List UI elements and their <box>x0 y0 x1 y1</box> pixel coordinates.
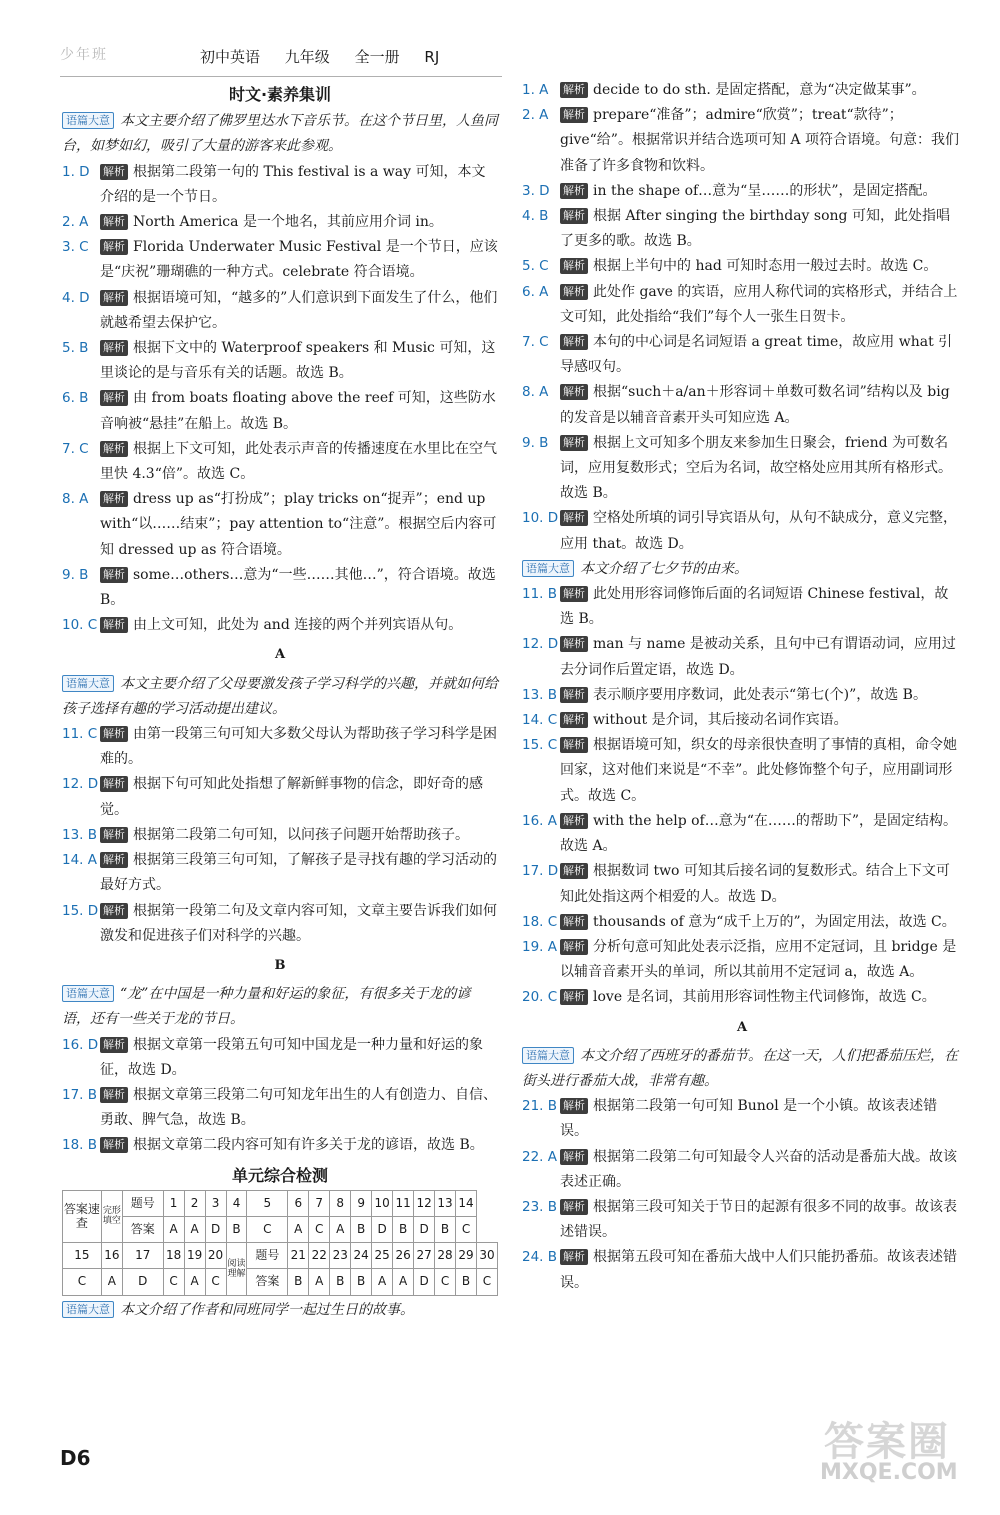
table-cell-qno: 12 <box>414 1190 435 1216</box>
table-cell-ans: B <box>435 1216 456 1242</box>
analysis-tag: 解析 <box>100 726 128 742</box>
analysis-tag: 解析 <box>100 340 128 356</box>
table-cell-ans: C <box>163 1269 184 1295</box>
explanation-text: 根据第三段可知关于节日的起源有很多不同的故事。故该表述错误。 <box>560 1198 957 1241</box>
question-number: 5. C <box>522 258 549 275</box>
question-number: 9. B <box>62 566 89 583</box>
explanation-text: 根据上半句中的 had 可知时态用一般过去时。故选 C。 <box>593 258 938 275</box>
table-header-ans: 答案 <box>247 1269 288 1295</box>
table-cell-ans: B <box>456 1269 477 1295</box>
table-cell-ans: D <box>372 1216 393 1242</box>
analysis-tag: 解析 <box>560 586 588 602</box>
question-number: 2. A <box>62 214 89 231</box>
question-number: 1. A <box>522 82 549 98</box>
table-label-reading: 阅读理解 <box>226 1243 247 1295</box>
summary-badge: 语篇大意 <box>522 1047 574 1064</box>
summary-text: 本文主要介绍了佛罗里达水下音乐节。在这个节日里，人鱼同台，如梦如幻，吸引了大量的游客来此参观。 <box>62 113 498 155</box>
table-cell-qno: 10 <box>372 1190 393 1216</box>
explanation-text: 根据下文中的 Waterproof speakers 和 Music 可知，这里谈论的是与音乐有关的话题。故选 B。 <box>100 340 496 382</box>
explanation-text: 表示顺序要用序数词，此处表示“第七(个)”，故选 B。 <box>593 686 927 703</box>
table-cell-ans: A <box>393 1269 414 1295</box>
table-cell-ans: C <box>205 1269 226 1295</box>
table-cell-ans: A <box>372 1269 393 1295</box>
table-cell-ans: C <box>247 1216 288 1242</box>
question-number: 17. B <box>62 1086 98 1103</box>
table-cell-ans: A <box>101 1269 122 1295</box>
table-cell-qno: 24 <box>351 1243 372 1269</box>
right-column <box>522 78 962 1296</box>
question-number: 16. A <box>522 812 557 829</box>
answer-key-table <box>62 1190 498 1296</box>
breadcrumb-subject: 初中英语 <box>200 48 261 66</box>
answer-item <box>522 985 962 1010</box>
analysis-tag: 解析 <box>100 290 128 306</box>
answer-item <box>62 286 498 336</box>
explanation-text: 由第一段第三句可知大多数父母认为帮助孩子学习科学是困难的。 <box>100 726 497 768</box>
table-cell-qno: 25 <box>372 1243 393 1269</box>
header-divider <box>60 76 502 77</box>
explanation-text: 由上文可知，此处为 and 连接的两个并列宾语从句。 <box>133 617 463 634</box>
analysis-tag: 解析 <box>560 712 588 728</box>
table-cell-qno: 26 <box>393 1243 414 1269</box>
answer-item <box>522 733 962 809</box>
table-cell-qno: 23 <box>330 1243 351 1269</box>
analysis-tag: 解析 <box>560 863 588 879</box>
answer-item <box>62 899 498 949</box>
explanation-text: dress up as“打扮成”；play tricks on“捉弄”；end up with“以……结束”；pay attention to“注意”。根据空后内容可知 dressed up as 符合语境。 <box>100 491 497 558</box>
question-number: 18. C <box>522 913 558 930</box>
summary-block <box>62 982 498 1032</box>
question-number: 4. B <box>522 208 549 225</box>
analysis-tag: 解析 <box>560 258 588 274</box>
summary-text: “龙”在中国是一种力量和好运的象征，有很多关于龙的谚语，还有一些关于龙的节日。 <box>62 986 471 1028</box>
question-number: 12. D <box>522 636 559 653</box>
answer-item <box>62 1083 498 1133</box>
explanation-text: 由 from boats floating above the reef 可知，这些防水音响被“悬挂”在船上。故选 B。 <box>100 390 496 432</box>
answer-item <box>62 487 498 563</box>
analysis-tag: 解析 <box>560 1098 588 1114</box>
analysis-tag: 解析 <box>560 435 588 451</box>
table-cell-ans: D <box>205 1216 226 1242</box>
table-cell-qno: 5 <box>247 1190 288 1216</box>
summary-text: 本文主要介绍了父母要激发孩子学习科学的兴趣，并就如何给孩子选择有趣的学习活动提出建议。 <box>62 675 498 717</box>
left-column <box>62 78 498 1323</box>
question-number: 6. A <box>522 283 549 300</box>
table-cell-ans: C <box>63 1269 102 1295</box>
analysis-tag: 解析 <box>100 1037 128 1053</box>
section-label-a: A <box>274 647 286 663</box>
answer-item <box>522 330 962 380</box>
watermark-logo <box>820 1410 970 1490</box>
answer-item <box>62 848 498 898</box>
page-header <box>60 42 530 72</box>
question-number: 4. D <box>62 289 90 306</box>
answer-item <box>522 103 962 179</box>
table-cell-qno: 20 <box>205 1243 226 1269</box>
answer-item <box>522 1145 962 1195</box>
answer-item <box>522 632 962 682</box>
analysis-tag: 解析 <box>560 1249 588 1265</box>
explanation-text: decide to do sth. 是固定搭配，意为“决定做某事”。 <box>593 82 926 98</box>
question-number: 13. B <box>522 686 558 703</box>
analysis-tag: 解析 <box>100 567 128 583</box>
question-number: 5. B <box>62 340 89 357</box>
table-cell-qno: 28 <box>435 1243 456 1269</box>
answer-item <box>62 336 498 386</box>
answer-item <box>62 722 498 772</box>
table-cell-qno: 16 <box>101 1243 122 1269</box>
answer-list <box>62 1033 498 1159</box>
analysis-tag: 解析 <box>560 510 588 526</box>
answer-item <box>62 823 498 848</box>
analysis-tag: 解析 <box>560 82 588 98</box>
question-number: 14. A <box>62 852 97 869</box>
table-cell-qno: 14 <box>456 1190 477 1216</box>
table-cell-qno: 2 <box>184 1190 205 1216</box>
table-header-qno: 题号 <box>247 1243 288 1269</box>
question-number: 15. D <box>62 902 99 919</box>
answer-item <box>522 431 962 507</box>
explanation-text: Florida Underwater Music Festival 是一个节日，应该是“庆祝”珊瑚礁的一种方式。celebrate 符合语境。 <box>100 239 498 281</box>
question-number: 9. B <box>522 434 549 451</box>
table-cell-ans: A <box>184 1269 205 1295</box>
answer-list <box>522 1094 962 1296</box>
answer-item <box>62 210 498 235</box>
summary-badge: 语篇大意 <box>62 112 114 129</box>
table-label-answer-key: 答案速查 <box>63 1190 102 1242</box>
explanation-text: man 与 name 是被动关系，且句中已有谓语动词，应用过去分词作后置定语，故选 D。 <box>560 636 956 678</box>
table-cell-ans: B <box>393 1216 414 1242</box>
table-cell-qno: 8 <box>330 1190 351 1216</box>
explanation-text: 根据语境可知，织女的母亲很快查明了事情的真相，命令她回家，这对他们来说是“不幸”。此处修饰整个句子，应用副词形式。故选 C。 <box>560 737 957 804</box>
table-cell-ans: D <box>414 1216 435 1242</box>
answer-item <box>522 179 962 204</box>
explanation-text: 根据文章第二段内容可知有许多关于龙的谚语，故选 B。 <box>133 1137 484 1154</box>
explanation-text: 根据上下文可知，此处表示声音的传播速度在水里比在空气里快 4.3“倍”。故选 C。 <box>100 440 497 483</box>
answer-item <box>522 280 962 330</box>
analysis-tag: 解析 <box>560 1149 588 1165</box>
answer-item <box>522 683 962 708</box>
answer-item <box>522 935 962 985</box>
analysis-tag: 解析 <box>560 107 588 123</box>
answer-item <box>62 235 498 285</box>
answer-item <box>522 78 962 103</box>
explanation-text: North America 是一个地名，其前应用介词 in。 <box>133 214 443 231</box>
question-number: 10. C <box>62 617 98 634</box>
explanation-text: 本句的中心词是名词短语 a great time，故应用 what 引导感叹句。 <box>560 334 953 376</box>
brand-logo: 少年班 <box>60 47 108 63</box>
analysis-tag: 解析 <box>560 208 588 224</box>
question-number: 20. C <box>522 989 558 1006</box>
table-cell-qno: 19 <box>184 1243 205 1269</box>
analysis-tag: 解析 <box>560 384 588 400</box>
explanation-text: 根据第五段可知在番茄大战中人们只能扔番茄。故该表述错误。 <box>560 1249 957 1291</box>
answer-item <box>522 204 962 254</box>
question-number: 8. A <box>62 491 89 508</box>
watermark-domain: MXQE.COM <box>820 1460 958 1485</box>
table-cell-qno: 30 <box>477 1243 498 1269</box>
answer-item <box>522 380 962 430</box>
summary-badge: 语篇大意 <box>62 675 114 692</box>
question-number: 3. D <box>522 182 550 199</box>
explanation-text: in the shape of…意为“呈……的形状”，是固定搭配。 <box>593 182 937 199</box>
explanation-text: 根据下句可知此处指想了解新鲜事物的信念，即好奇的感觉。 <box>100 776 483 818</box>
explanation-text: 根据第二段第一句的 This festival is a way 可知，本文介绍的是一个节日。 <box>100 163 486 205</box>
table-label-cloze: 完形填空 <box>101 1190 122 1242</box>
answer-item <box>62 613 498 638</box>
explanation-text: with the help of…意为“在……的帮助下”，是固定结构。故选 A。 <box>560 812 958 855</box>
explanation-text: some…others…意为“一些……其他…”，符合语境。故选 B。 <box>100 566 496 609</box>
question-number: 23. B <box>522 1198 558 1215</box>
analysis-tag: 解析 <box>100 827 128 843</box>
explanation-text: 根据语境可知，“越多的”人们意识到下面发生了什么，他们就越希望去保护它。 <box>100 289 498 331</box>
table-cell-ans: B <box>351 1269 372 1295</box>
answer-list <box>522 582 962 1010</box>
page-number: D6 <box>60 1446 91 1470</box>
table-cell-ans: D <box>414 1269 435 1295</box>
table-cell-qno: 1 <box>163 1190 184 1216</box>
table-cell-ans: A <box>184 1216 205 1242</box>
explanation-text: thousands of 意为“成千上万的”，为固定用法，故选 C。 <box>593 913 956 930</box>
analysis-tag: 解析 <box>560 334 588 350</box>
explanation-text: 根据上文可知多个朋友来参加生日聚会，friend 为可数名词，应用复数形式；空后为名词，故空格处应用其所有格形式。故选 B。 <box>560 434 952 502</box>
analysis-tag: 解析 <box>560 687 588 703</box>
answer-item <box>522 582 962 632</box>
table-cell-ans: C <box>309 1216 330 1242</box>
question-number: 11. C <box>62 726 98 743</box>
question-number: 6. B <box>62 390 89 407</box>
section-title: 时文·素养集训 <box>228 85 332 104</box>
table-cell-qno: 7 <box>309 1190 330 1216</box>
table-cell-qno: 27 <box>414 1243 435 1269</box>
table-header-ans: 答案 <box>122 1216 163 1242</box>
table-cell-qno: 15 <box>63 1243 102 1269</box>
explanation-text: 根据第二段第二句可知，以问孩子问题开始帮助孩子。 <box>133 826 469 843</box>
answer-list <box>522 78 962 557</box>
explanation-text: prepare“准备”；admire“欣赏”；treat“款待”；give“给”。根据常识并结合选项可知 A 项符合语境。句意：我们准备了许多食物和饮料。 <box>560 107 959 174</box>
analysis-tag: 解析 <box>100 491 128 507</box>
summary-badge: 语篇大意 <box>522 560 574 577</box>
explanation-text: 根据 After singing the birthday song 可知，此处指唱了更多的歌。故选 B。 <box>560 208 950 250</box>
answer-item <box>62 1033 498 1083</box>
question-number: 17. D <box>522 863 559 880</box>
explanation-text: love 是名词，其前用形容词性物主代词修饰，故选 C。 <box>593 989 936 1006</box>
analysis-tag: 解析 <box>100 164 128 180</box>
table-cell-qno: 18 <box>163 1243 184 1269</box>
analysis-tag: 解析 <box>100 1087 128 1103</box>
table-cell-qno: 4 <box>226 1190 247 1216</box>
table-cell-qno: 17 <box>122 1243 163 1269</box>
table-cell-qno: 22 <box>309 1243 330 1269</box>
analysis-tag: 解析 <box>100 852 128 868</box>
answer-item <box>62 437 498 487</box>
table-cell-ans: C <box>477 1269 498 1295</box>
question-number: 16. D <box>62 1036 99 1053</box>
summary-text: 本文介绍了西班牙的番茄节。在这一天，人们把番茄压烂，在街头进行番茄大战，非常有趣。 <box>522 1047 958 1089</box>
section-label-a: A <box>736 1019 748 1035</box>
summary-block <box>62 1298 498 1323</box>
explanation-text: 分析句意可知此处表示泛指，应用不定冠词，且 bridge 是以辅音音素开头的单词，所以其前用不定冠词 a，故选 A。 <box>560 938 957 981</box>
breadcrumb-volume: 全一册 <box>354 48 400 66</box>
answer-item <box>522 809 962 859</box>
table-cell-qno: 6 <box>288 1190 309 1216</box>
explanation-text: 根据文章第一段第五句可知中国龙是一种力量和好运的象征，故选 D。 <box>100 1036 483 1078</box>
table-cell-qno: 9 <box>351 1190 372 1216</box>
answer-item <box>522 254 962 279</box>
analysis-tag: 解析 <box>100 390 128 406</box>
question-number: 11. B <box>522 586 558 603</box>
answer-item <box>62 563 498 613</box>
summary-text: 本文介绍了作者和同班同学一起过生日的故事。 <box>120 1301 414 1318</box>
analysis-tag: 解析 <box>560 636 588 652</box>
table-cell-ans: C <box>435 1269 456 1295</box>
analysis-tag: 解析 <box>560 914 588 930</box>
answer-item <box>522 506 962 556</box>
analysis-tag: 解析 <box>100 214 128 230</box>
answer-item <box>522 1094 962 1144</box>
breadcrumb <box>200 46 459 67</box>
question-number: 22. A <box>522 1148 557 1165</box>
table-cell-ans: B <box>330 1269 351 1295</box>
table-cell-ans: B <box>351 1216 372 1242</box>
answer-item <box>522 1195 962 1245</box>
table-cell-ans: A <box>163 1216 184 1242</box>
table-cell-ans: D <box>122 1269 163 1295</box>
breadcrumb-grade: 九年级 <box>284 48 330 66</box>
question-number: 14. C <box>522 712 558 729</box>
explanation-text: 此处作 gave 的宾语，应用人称代词的宾格形式，并结合上文可知，此处指给“我们”每个人一张生日贺卡。 <box>560 283 958 325</box>
summary-block <box>522 557 962 582</box>
breadcrumb-edition: RJ <box>424 48 440 66</box>
question-number: 3. C <box>62 239 89 256</box>
question-number: 13. B <box>62 826 98 843</box>
table-cell-ans: C <box>456 1216 477 1242</box>
summary-badge: 语篇大意 <box>62 1301 114 1318</box>
question-number: 24. B <box>522 1249 558 1266</box>
explanation-text: 根据数词 two 可知其后接名词的复数形式。结合上下文可知此处指这两个相爱的人。故选 D。 <box>560 863 950 905</box>
question-number: 7. C <box>62 440 89 457</box>
analysis-tag: 解析 <box>560 989 588 1005</box>
explanation-text: 根据第二段第二句可知最令人兴奋的活动是番茄大战。故该表述正确。 <box>560 1148 957 1190</box>
explanation-text: 根据第二段第一句可知 Bunol 是一个小镇。故该表述错误。 <box>560 1098 938 1140</box>
answer-list <box>62 722 498 949</box>
analysis-tag: 解析 <box>100 903 128 919</box>
explanation-text: 根据“such＋a/an＋形容词＋单数可数名词”结构以及 big 的发音是以辅音音素开头可知应选 A。 <box>560 384 950 426</box>
table-cell-qno: 29 <box>456 1243 477 1269</box>
answer-item <box>62 772 498 822</box>
question-number: 10. D <box>522 510 559 527</box>
answer-list <box>62 160 498 639</box>
explanation-text: 根据文章第三段第二句可知龙年出生的人有创造力、自信、勇敢、脾气急，故选 B。 <box>100 1086 497 1129</box>
analysis-tag: 解析 <box>100 239 128 255</box>
explanation-text: without 是介词，其后接动名词作宾语。 <box>593 712 848 729</box>
answer-item <box>522 708 962 733</box>
watermark-text: 答案圈 <box>824 1419 950 1465</box>
question-number: 2. A <box>522 107 549 124</box>
section-label-b: B <box>274 957 286 973</box>
table-cell-qno: 3 <box>205 1190 226 1216</box>
analysis-tag: 解析 <box>560 737 588 753</box>
analysis-tag: 解析 <box>560 284 588 300</box>
table-cell-ans: A <box>309 1269 330 1295</box>
analysis-tag: 解析 <box>100 1137 128 1153</box>
table-cell-ans: A <box>330 1216 351 1242</box>
answer-item <box>62 160 498 210</box>
summary-block <box>62 109 498 159</box>
table-cell-qno: 21 <box>288 1243 309 1269</box>
analysis-tag: 解析 <box>560 813 588 829</box>
answer-item <box>522 1245 962 1295</box>
analysis-tag: 解析 <box>560 939 588 955</box>
summary-badge: 语篇大意 <box>62 985 114 1002</box>
summary-block <box>62 672 498 722</box>
question-number: 12. D <box>62 776 99 793</box>
summary-text: 本文介绍了七夕节的由来。 <box>580 560 748 577</box>
answer-item <box>522 910 962 935</box>
question-number: 19. A <box>522 938 557 955</box>
table-cell-qno: 11 <box>393 1190 414 1216</box>
answer-item <box>522 859 962 909</box>
table-cell-ans: B <box>226 1216 247 1242</box>
table-cell-ans: A <box>288 1216 309 1242</box>
unit-test-title: 单元综合检测 <box>231 1165 328 1185</box>
analysis-tag: 解析 <box>100 441 128 457</box>
table-header-qno: 题号 <box>122 1190 163 1216</box>
question-number: 18. B <box>62 1137 98 1154</box>
question-number: 7. C <box>522 334 549 351</box>
analysis-tag: 解析 <box>100 776 128 792</box>
analysis-tag: 解析 <box>100 617 128 633</box>
table-cell-qno: 13 <box>435 1190 456 1216</box>
table-cell-ans: B <box>288 1269 309 1295</box>
explanation-text: 根据第三段第三句可知，了解孩子是寻找有趣的学习活动的最好方式。 <box>100 852 497 894</box>
explanation-text: 空格处所填的词引导宾语从句，从句不缺成分，意义完整，应用 that。故选 D。 <box>560 510 957 552</box>
answer-item <box>62 1133 498 1158</box>
summary-block <box>522 1044 962 1094</box>
question-number: 8. A <box>522 384 549 401</box>
explanation-text: 根据第一段第二句及文章内容可知，文章主要告诉我们如何激发和促进孩子们对科学的兴趣。 <box>100 902 497 944</box>
answer-item <box>62 386 498 436</box>
question-number: 1. D <box>62 163 90 180</box>
question-number: 15. C <box>522 737 558 754</box>
question-number: 21. B <box>522 1098 558 1115</box>
explanation-text: 此处用形容词修饰后面的名词短语 Chinese festival，故选 B。 <box>560 586 949 628</box>
analysis-tag: 解析 <box>560 183 588 199</box>
analysis-tag: 解析 <box>560 1199 588 1215</box>
